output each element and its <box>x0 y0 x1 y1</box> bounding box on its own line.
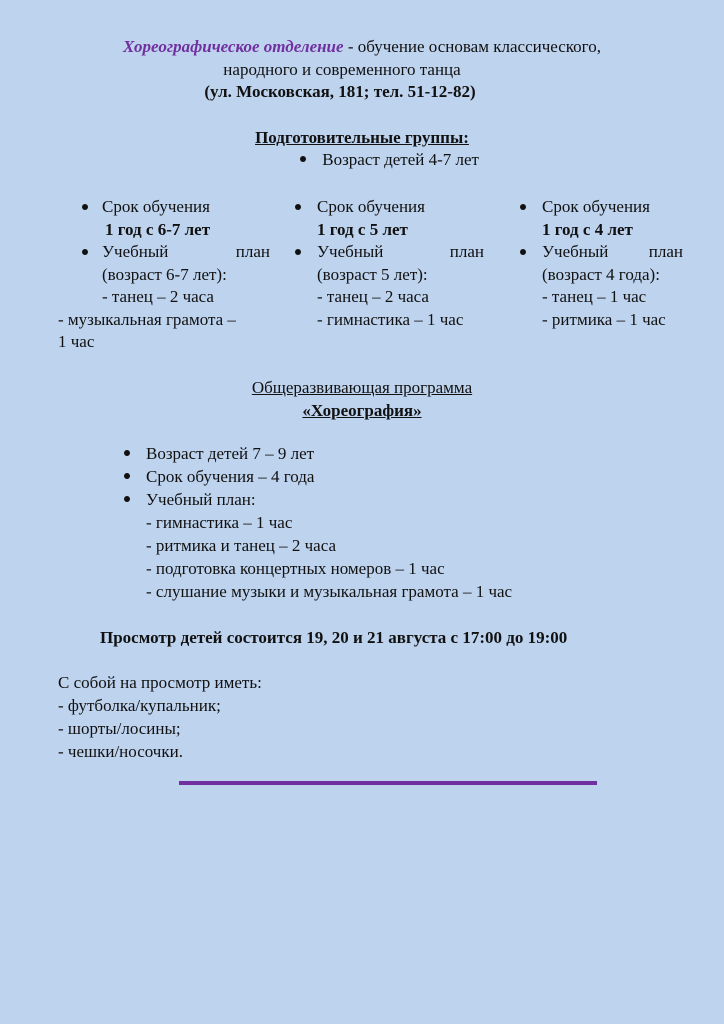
bring-item: - шорты/лосины; <box>58 719 181 738</box>
bullet-icon <box>295 249 301 255</box>
bullet-icon <box>124 450 130 456</box>
program-title: Общеразвивающая программа <box>251 378 473 397</box>
plan-label-2: план <box>648 242 683 261</box>
plan-item: - гимнастика – 1 час <box>317 309 464 329</box>
bullet-icon <box>520 249 526 255</box>
plan-label: Учебный <box>102 242 169 261</box>
term-label: Срок обучения <box>542 197 650 216</box>
bring-item: - футболка/купальник; <box>58 696 221 715</box>
term-label: Срок обучения <box>102 197 210 216</box>
prep-column-3 <box>500 196 710 331</box>
divider-line <box>179 781 597 785</box>
bullet-icon <box>300 156 306 162</box>
prep-age <box>300 149 479 171</box>
prep-column-2 <box>275 196 490 331</box>
bullet-icon <box>124 496 130 502</box>
program-bullet: Возраст детей 7 – 9 лет <box>146 444 315 463</box>
plan-age: (возраст 6-7 лет): <box>102 264 227 284</box>
program-list <box>124 443 512 604</box>
bullet-icon <box>82 249 88 255</box>
program-plan-item: - слушание музыки и музыкальная грамота – 1 час <box>146 582 513 601</box>
address: (ул. Московская, 181; тел. 51-12-82) <box>204 82 476 101</box>
plan-age: (возраст 4 года): <box>542 264 660 284</box>
header-line-1 <box>0 36 724 58</box>
bullet-icon <box>295 204 301 210</box>
plan-label: Учебный <box>542 242 609 261</box>
term-label: Срок обучения <box>317 197 425 216</box>
prep-age-text: Возраст детей 4-7 лет <box>322 150 479 169</box>
term-value: 1 год с 6-7 лет <box>105 219 211 239</box>
bullet-icon <box>520 204 526 210</box>
plan-age: (возраст 5 лет): <box>317 264 428 284</box>
plan-item: - музыкальная грамота – <box>58 309 236 329</box>
plan-item: 1 час <box>58 332 95 351</box>
term-value: 1 год с 5 лет <box>317 219 408 239</box>
program-plan-item: - гимнастика – 1 час <box>146 513 293 532</box>
program-bullet: Учебный план: <box>146 490 256 509</box>
audition-info: Просмотр детей состоится 19, 20 и 21 августа с 17:00 до 19:00 <box>100 628 568 647</box>
prep-title: Подготовительные группы: <box>255 128 469 147</box>
header-line-2: народного и современного танца <box>223 60 461 79</box>
program-plan-item: - ритмика и танец – 2 часа <box>146 536 337 555</box>
plan-label: Учебный <box>317 242 384 261</box>
term-value: 1 год с 4 лет <box>542 219 633 239</box>
plan-item: - танец – 1 час <box>542 287 647 306</box>
plan-item: - танец – 2 часа <box>102 287 214 306</box>
program-bullet: Срок обучения – 4 года <box>146 467 315 486</box>
department-description: - обучение основам классического, <box>343 37 601 56</box>
department-name: Хореографическое отделение <box>123 37 344 56</box>
program-plan-item: - подготовка концертных номеров – 1 час <box>146 559 445 578</box>
bring-list <box>58 672 262 764</box>
bring-item: - чешки/носочки. <box>58 742 183 761</box>
plan-label-2: план <box>235 242 270 261</box>
plan-label-2: план <box>449 242 484 261</box>
bullet-icon <box>82 204 88 210</box>
bring-title: С собой на просмотр иметь: <box>58 673 262 692</box>
plan-item: - танец – 2 часа <box>317 287 429 306</box>
plan-item: - ритмика – 1 час <box>542 309 666 329</box>
prep-column-1 <box>58 196 268 354</box>
bullet-icon <box>124 473 130 479</box>
program-subtitle: «Хореография» <box>302 401 422 420</box>
